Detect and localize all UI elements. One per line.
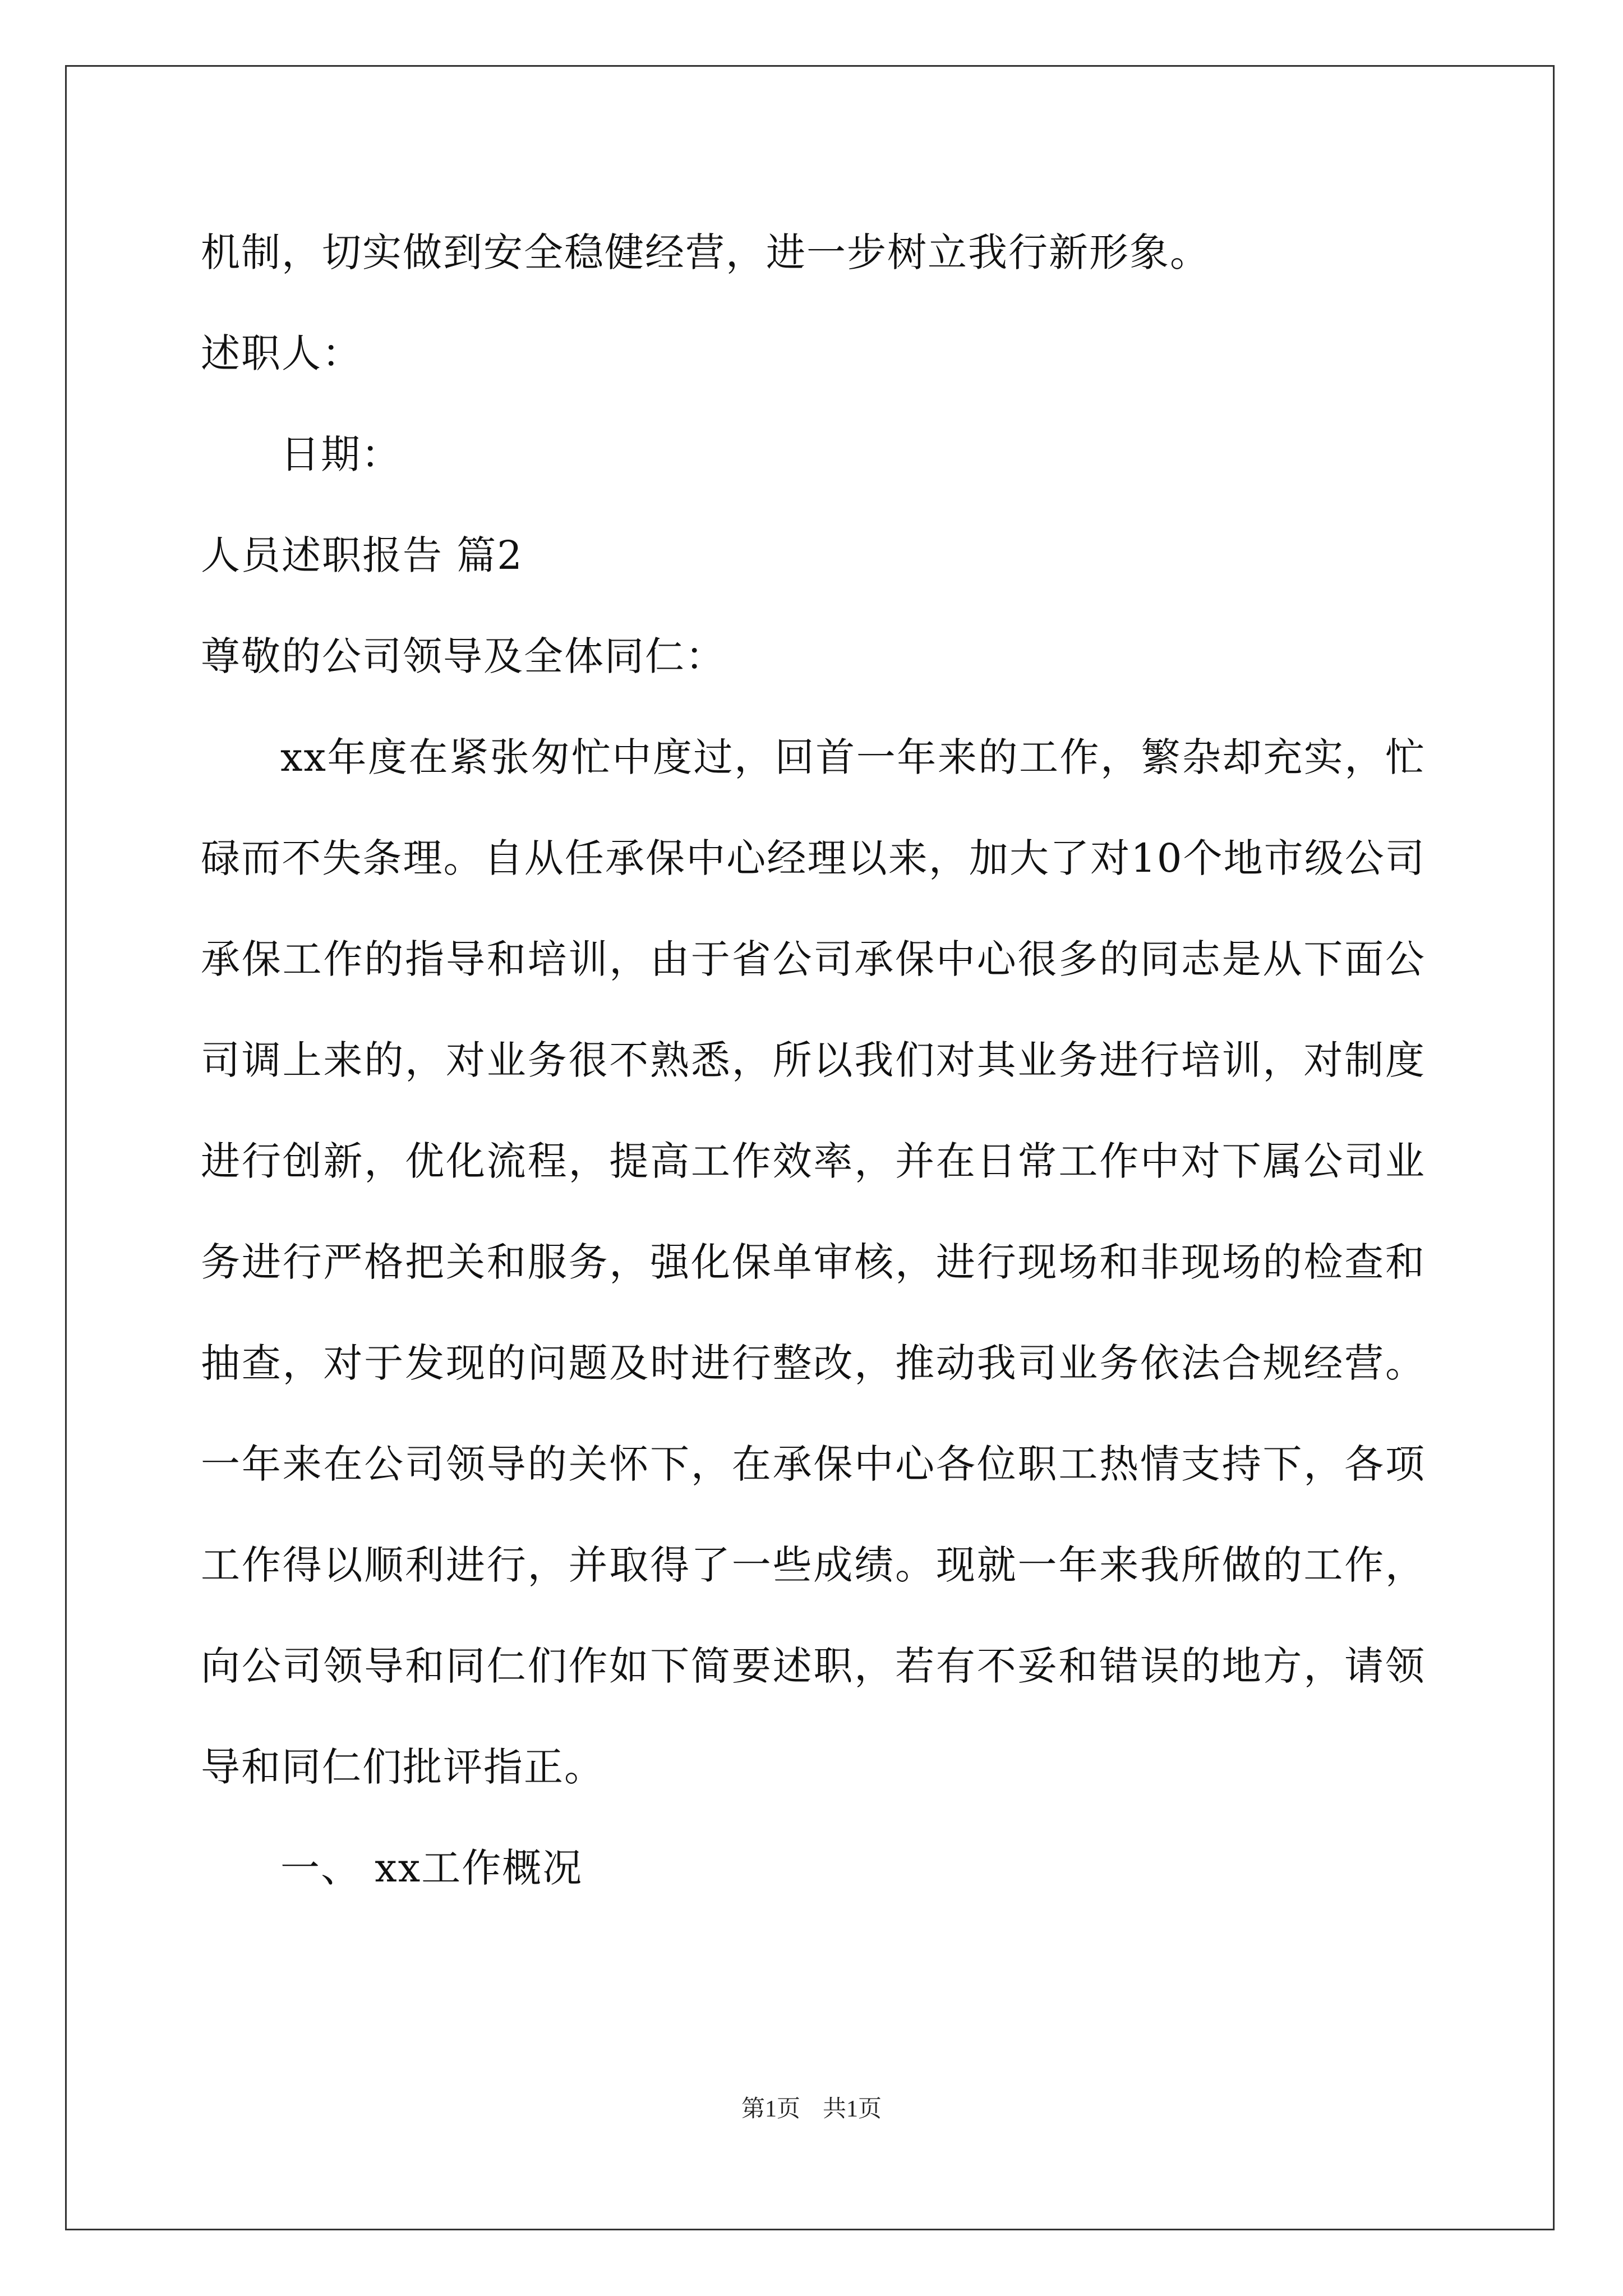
body-line: 机制，切实做到安全稳健经营，进一步树立我行新形象。 xyxy=(201,229,1210,275)
salutation: 尊敬的公司领导及全体同仁： xyxy=(201,633,726,679)
page-total: 共1页 xyxy=(823,2096,882,2122)
paragraph-line: 抽查，对于发现的问题及时进行整改，推动我司业务依法合规经营。 xyxy=(201,1340,1426,1386)
paragraph-line: 向公司领导和同仁们作如下简要述职，若有不妥和错误的地方，请领 xyxy=(201,1643,1426,1689)
page-number: 第1页 xyxy=(741,2096,800,2122)
section-title: 人员述职报告 篇2 xyxy=(201,532,523,578)
paragraph-line: 进行创新，优化流程，提高工作效率，并在日常工作中对下属公司业 xyxy=(201,1138,1426,1184)
paragraph-line: 承保工作的指导和培训，由于省公司承保中心很多的同志是从下面公 xyxy=(201,936,1426,982)
paragraph-line: 务进行严格把关和服务，强化保单审核，进行现场和非现场的检查和 xyxy=(201,1239,1426,1285)
paragraph-line: 碌而不失条理。自从任承保中心经理以来，加大了对10个地市级公司 xyxy=(201,835,1426,881)
date-label: 日期： xyxy=(280,431,402,477)
paragraph-line: 司调上来的，对业务很不熟悉，所以我们对其业务进行培训，对制度 xyxy=(201,1037,1426,1083)
paragraph-line: 一年来在公司领导的关怀下，在承保中心各位职工热情支持下，各项 xyxy=(201,1441,1426,1487)
paragraph-line: 工作得以顺利进行，并取得了一些成绩。现就一年来我所做的工作， xyxy=(201,1542,1426,1588)
signatory-label: 述职人： xyxy=(201,330,362,376)
paragraph-line: 导和同仁们批评指正。 xyxy=(201,1744,605,1790)
paragraph-line: xx年度在紧张匆忙中度过，回首一年来的工作，繁杂却充实，忙 xyxy=(280,734,1426,780)
page-footer xyxy=(0,2093,1623,2125)
subsection-heading: 一、 xx工作概况 xyxy=(280,1845,583,1891)
